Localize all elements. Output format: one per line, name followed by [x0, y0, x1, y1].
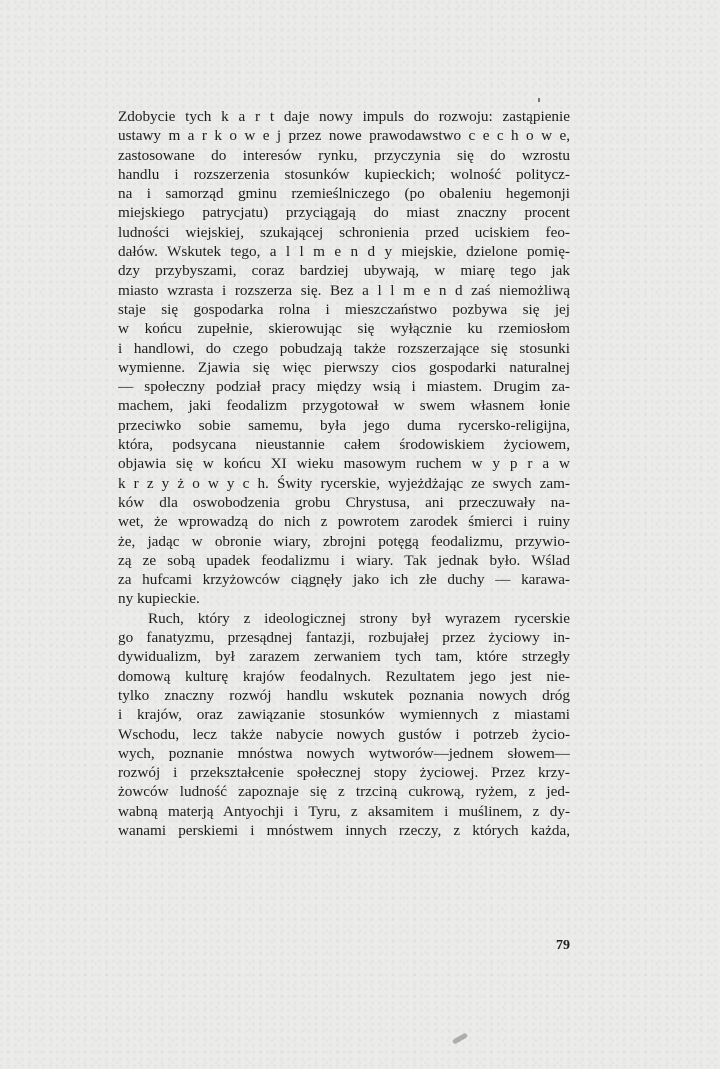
text-line: która, podsycana nieustannie całem środowiskiem życiowem, [118, 436, 570, 454]
text-line: ków dla oswobodzenia grobu Chrystusa, ani przeczuwały na- [118, 493, 570, 511]
text-line: wet, że wprowadzą do nich z powrotem zarodek śmierci i ruiny [118, 513, 570, 531]
text-line: staje się gospodarka rolna i mieszczaństwo pozbywa się jej [118, 300, 570, 318]
text-line: na i samorząd gminu rzemieślniczego (po obaleniu hegemonji [118, 185, 570, 203]
text-line: machem, jaki feodalizm przygotował w swem własnem łonie [118, 397, 570, 415]
paragraph-2 [118, 609, 570, 841]
text-line: miejskiego patrycjatu) przyciągają do miast znaczny procent [118, 204, 570, 222]
text-line: za hufcami krzyżowców ciągnęły jako ich złe duchy — karawa- [118, 571, 570, 589]
speck [538, 98, 540, 102]
text-line: Ruch, który z ideologicznej strony był wyrazem rycerskie [148, 609, 570, 627]
text-line: domową kulturę krajów feodalnych. Rezultatem jego jest nie- [118, 667, 570, 685]
text-line: Zdobycie tych k a r t daje nowy impuls do rozwoju: zastąpienie [118, 108, 570, 125]
text-line: zastosowane do interesów rynku, przyczynia się do wzrostu [118, 146, 570, 164]
text-line: Wschodu, lecz także nabycie nowych gustów i potrzeb życio- [118, 725, 570, 743]
text-line: objawia się w końcu XI wieku masowym ruchem w y p r a w [118, 455, 570, 473]
text-line: go fanatyzmu, przesądnej fantazji, rozbujałej przez życiowy in- [118, 629, 570, 647]
ink-smudge [452, 1032, 468, 1044]
text-line: miasto wzrasta i rozszerza się. Bez a l l m e n d zaś niemożliwą [118, 281, 570, 299]
text-line: handlu i rozszerzenia stosunków kupieckich; wolność politycz- [118, 165, 570, 183]
text-line: — społeczny podział pracy między wsią i miastem. Drugim za- [118, 378, 570, 396]
text-line: ustawy m a r k o w e j przez nowe prawodawstwo c e c h o w e, [118, 127, 570, 145]
text-line: ludności wiejskiej, szukającej schronienia przed uciskiem feo- [118, 223, 570, 241]
text-line: wymienne. Zjawia się więc pierwszy cios gospodarki naturalnej [118, 358, 570, 376]
text-line: przeciwko sobie samemu, była jego duma rycersko-religijna, [118, 416, 570, 434]
text-line: tylko znaczny rozwój handlu wskutek poznania nowych dróg [118, 686, 570, 704]
text-line: wabną materją Antyochji i Tyru, z aksamitem i muślinem, z dy- [118, 802, 570, 820]
text-line: wanami perskiemi i mnóstwem innych rzeczy, z których każda, [118, 821, 570, 839]
text-line: dzy przybyszami, coraz bardziej ubywają, w miarę tego jak [118, 262, 570, 280]
text-line: że, jadąc w obronie wiary, zbrojni potęgą feodalizmu, przywio- [118, 532, 570, 550]
paragraph-1 [118, 107, 570, 609]
text-line: k r z y ż o w y c h. Świty rycerskie, wyjeżdżając ze swych zam- [118, 474, 570, 492]
text-line: w końcu zupełnie, skierowując się wyłącznie ku rzemiosłom [118, 320, 570, 338]
body-text [118, 107, 570, 840]
page-number: 79 [556, 938, 570, 953]
text-line: dywidualizm, był zarazem zerwaniem tych tam, które strzegły [118, 648, 570, 666]
text-line: i krajów, oraz zawiązanie stosunków wymiennych z miastami [118, 706, 570, 724]
text-line: ny kupieckie. [118, 590, 200, 608]
text-line: i handlowi, do czego pobudzają także rozszerzające się stosunki [118, 339, 570, 357]
text-line: dałów. Wskutek tego, a l l m e n d y miejskie, dzielone pomię- [118, 243, 570, 261]
text-line: rozwój i przekształcenie społecznej stopy życiowej. Przez krzy- [118, 764, 570, 782]
text-line: zą ze sobą upadek feodalizmu i wiary. Tak jednak było. Wślad [118, 551, 570, 569]
text-line: żowców ludność zapoznaje się z trzciną cukrową, ryżem, z jed- [118, 783, 570, 801]
text-line: wych, poznanie mnóstwa nowych wytworów—jednem słowem— [118, 744, 570, 762]
